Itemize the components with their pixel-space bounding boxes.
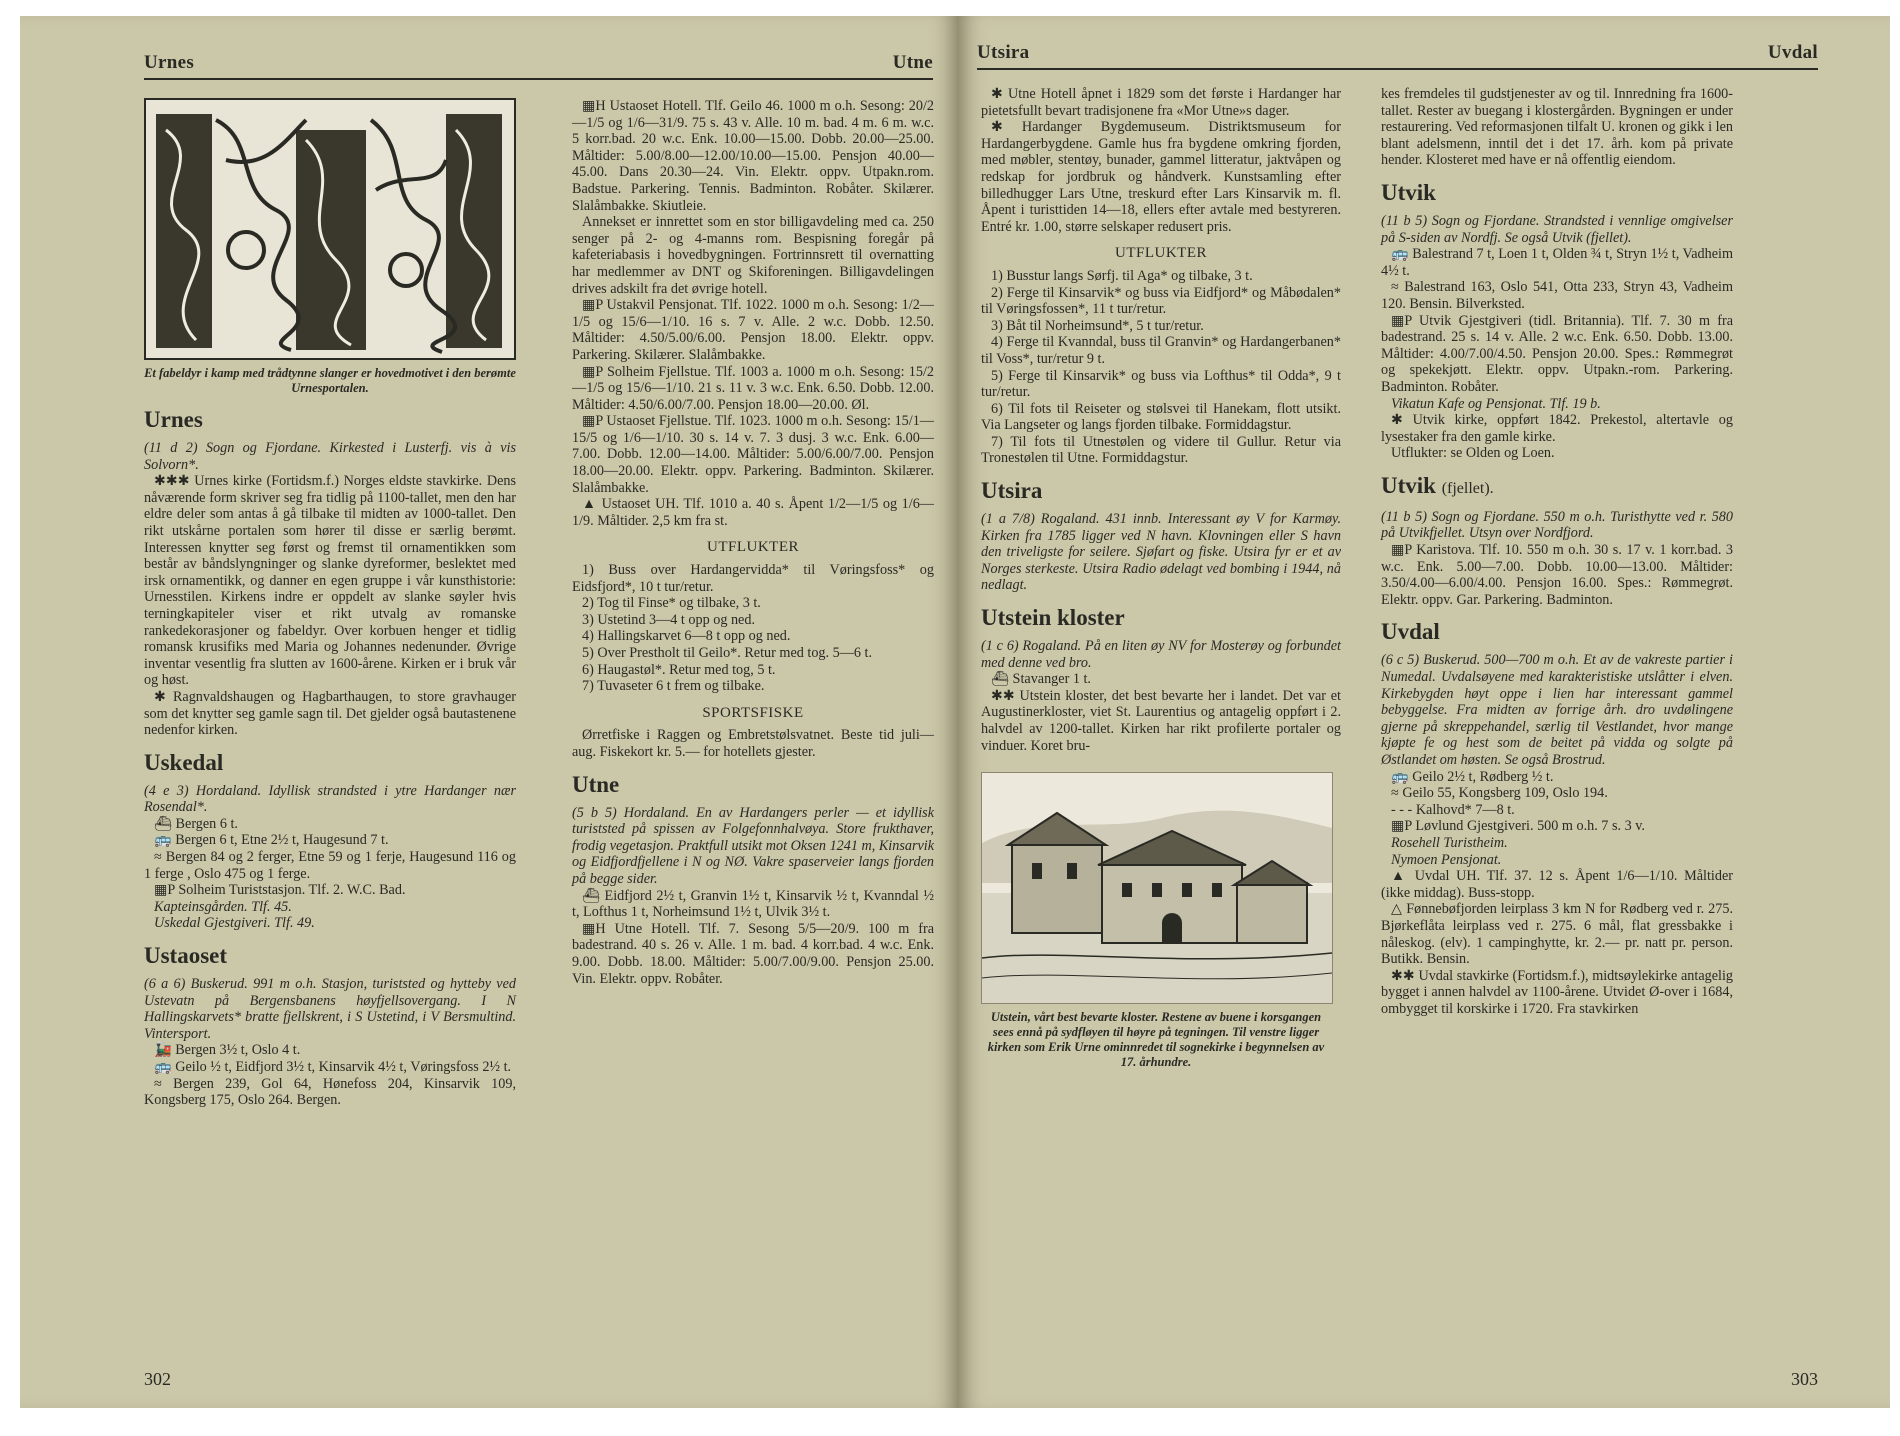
paragraph: Uskedal Gjestgiveri. Tlf. 49.: [154, 915, 315, 932]
entry-intro: (6 c 5) Buskerud. 500—700 m o.h. Et av de vakreste partier i Numedal. Uvdalsøyene med karakteristiske utslåtter i elven. Kirkebygden høyt oppe i lien har interessant gammel bebyggelse. Fra midten av forrige årh. dro uvdølingene gjerne på skreppehandel, særlig til Vestlandet, hvor mange kjøpte fe og hest som de beitet på vidda og solgte på Østlandet om høsten. Se også Brostrud.: [1381, 652, 1733, 768]
paragraph: 7) Til fots til Utnestølen og videre til Gullur. Retur via Tronestølen til Utne. Formiddagstur.: [981, 433, 1341, 467]
paragraph: 🚂 Bergen 3½ t, Oslo 4 t.: [154, 1042, 301, 1059]
paragraph: 7) Tuvaseter 6 t frem og tilbake.: [582, 678, 765, 695]
entry-intro: (1 a 7/8) Rogaland. 431 innb. Interessant øy V for Karmøy. Kirken fra 1785 ligger ved N havn. Klovningen eller S havn den triveligste for seilere. Sjøfart og fiske. Utsira fyr er et av Norges sterkeste. Utsira Radio ødelagt ved bombing i 1944, nå nedlagt.: [981, 511, 1341, 594]
paragraph: 5) Ferge til Kinsarvik* og buss via Lofthus* til Odda*, 9 t tur/retur.: [981, 367, 1341, 401]
paragraph: ⛴ Eidfjord 2½ t, Granvin 1½ t, Kinsarvik ½ t, Kvanndal ½ t, Lofthus 1 t, Norheimsund 1½ t, Ulvik 3½ t.: [572, 887, 934, 921]
page-number: 303: [1791, 1369, 1818, 1389]
paragraph: ▦P Solheim Fjellstue. Tlf. 1003 a. 1000 m o.h. Sesong: 15/2—1/5 og 15/6—1/10. 21 s. 11 v. 3 w.c. Enk. 6.50. Dobb. 12.00. Måltider: 4.50/6.00/7.00. Pensjon 18.00—20.00. Øl.: [572, 363, 934, 413]
entry-intro: (4 e 3) Hordaland. Idyllisk strandsted i ytre Hardanger nær Rosendal*.: [144, 782, 516, 816]
paragraph: ⛴ Bergen 6 t.: [154, 815, 238, 832]
left-page: [20, 16, 957, 1408]
entry-heading: Uskedal: [144, 749, 224, 775]
paragraph: 3) Båt til Norheimsund*, 5 t tur/retur.: [991, 317, 1204, 334]
figure-caption: Et fabeldyr i kamp med trådtynne slanger er hovedmotivet i den berømte Urnesportalen.: [144, 366, 516, 395]
running-head-right: Uvdal: [1767, 42, 1818, 63]
paragraph: ✱ Utne Hotell åpnet i 1829 som det første i Hardanger har pietetsfullt bevart tradisjonene fra «Mor Utne»s dager.: [981, 86, 1341, 119]
paragraph: ≈ Bergen 239, Gol 64, Hønefoss 204, Kinsarvik 109, Kongsberg 175, Oslo 264. Bergen.: [144, 1075, 516, 1109]
paragraph: Vikatun Kafe og Pensjonat. Tlf. 19 b.: [1391, 395, 1601, 412]
paragraph: ▲ Uvdal UH. Tlf. 37. 12 s. Åpent 1/6—1/10. Måltider (ikke middag). Buss-stopp.: [1381, 868, 1733, 901]
paragraph: 🚌 Balestrand 7 t, Loen 1 t, Olden ¾ t, Stryn 1½ t, Vadheim 4½ t.: [1381, 246, 1733, 279]
column-text: [144, 406, 516, 1109]
paragraph: △ Fønnebøfjorden leirplass 3 km N for Rødberg ved r. 275. Bjørkeflåta leirplass ved r. 275. 6 mål, flat gressbakke i nåleskog. (elv). 1 campinghytte, kr. 2.— pr. natt pr. person. Butikk. Bensin.: [1381, 901, 1733, 968]
paragraph: 🚌 Geilo ½ t, Eidfjord 3½ t, Kinsarvik 4½ t, Vøringsfoss 2½ t.: [154, 1059, 512, 1075]
paragraph: ≈ Balestrand 163, Oslo 541, Otta 233, Stryn 43, Vadheim 120. Bensin. Bilverksted.: [1381, 279, 1733, 312]
paragraph: ≈ Bergen 84 og 2 ferger, Etne 59 og 1 ferje, Haugesund 116 og 1 ferge , Oslo 475 og 1 ferge.: [144, 849, 516, 882]
header-rule: [977, 68, 1818, 70]
paragraph: 4) Hallingskarvet 6—8 t opp og ned.: [582, 628, 791, 645]
paragraph: ▦P Løvlund Gjestgiveri. 500 m o.h. 7 s. 3 v.: [1391, 818, 1645, 835]
entry-heading: Utne: [572, 771, 620, 797]
section-heading: UTFLUKTER: [707, 539, 799, 556]
header-rule: [144, 78, 933, 80]
entry-intro: (11 b 5) Sogn og Fjordane. Strandsted i vennlige omgivelser på S-siden av Nordfj. Se også Utvik (fjellet).: [1381, 212, 1733, 246]
entry-intro: (5 b 5) Hordaland. En av Hardangers perler — et idyllisk turiststed på spissen av Folgefonnhalvøya. Store frukthaver, frodig vegetasjon. Praktfull utsikt mot Oksen 1241 m, Kinsarvik og Eidfjordfjellene i N og NØ. Vakre spaserveier langs fjorden på begge sider.: [572, 804, 935, 887]
paragraph: Rosehell Turistheim.: [1391, 834, 1508, 851]
entry-heading: Ustaoset: [144, 943, 228, 969]
right-page: [957, 16, 1890, 1408]
entry-heading: [1381, 472, 1733, 503]
urnes-portal-illustration: [144, 98, 516, 360]
paragraph: ✱ Ragnvaldshaugen og Hagbarthaugen, to store gravhauger som det knytter seg gamle sagn til. Det gjelder også bautastenene nedenfor kirken.: [144, 688, 516, 739]
right-col-2: [1381, 86, 1733, 1018]
running-head-left: Urnes: [144, 52, 195, 73]
paragraph: ▦P Utvik Gjestgiveri (tidl. Britannia). Tlf. 7. 30 m fra badestrand. 25 s. 14 v. Alle. 2 w.c. Enk. 6.50. Dobb. 13.00. Måltider: 4.00/7.00/4.50. Pensjon 20.00. Spes.: Rømmegrøt og spekekjøtt. Elektr. oppv. Utpakn.-rom. Parkering. Badminton. Robåter.: [1381, 312, 1733, 395]
utstein-kloster-drawing: [981, 772, 1333, 1004]
paragraph: Kapteinsgården. Tlf. 45.: [154, 898, 292, 915]
paragraph: Utflukter: se Olden og Loen.: [1391, 445, 1555, 462]
paragraph: ▦P Ustaoset Fjellstue. Tlf. 1023. 1000 m o.h. Sesong: 15/1—15/5 og 1/6—1/10. 30 s. 14 v. 7. 3 dusj. 3 w.c. Enk. 6.00—7.00. Dobb. 12.00—14.00. Måltider: 5.00/6.00/7.00. Pensjon 18.00—20.00. Elektr. oppv. Parkering. Badminton. Skilærer. Slalåmbakke.: [572, 413, 934, 496]
paragraph: 2) Ferge til Kinsarvik* og buss via Eidfjord* og Måbødalen* til Vøringsfossen*, 11 t tur/retur.: [981, 284, 1341, 318]
paragraph: 🚌 Bergen 6 t, Etne 2½ t, Haugesund 7 t.: [154, 832, 389, 849]
paragraph: ▦P Ustakvil Pensjonat. Tlf. 1022. 1000 m o.h. Sesong: 1/2—1/5 og 15/6—1/10. 16 s. 7 v. Alle. 2 w.c. Dobb. 12.50. Måltider: 4.50/5.00/6.00. Pensjon 18.00. Elektr. oppv. Parkering. Skilærer. Slalåmbakke.: [572, 297, 934, 363]
paragraph: ✱✱✱ Urnes kirke (Fortidsm.f.) Norges eldste stavkirke. Dens nåværende form skriver seg fra tidlig på 1100-tallet, men den har eldre deler som antas å gå tilbake til midten av 1000-tallet. Den rikt utskårne portalen som hører til disse er særlig berømt. Interessen knytter seg først og fremst til ornamentikken som består av båndslyngninger og slanke dyreformer, beslektet med irsk ornamentikk, og danner en egen gruppe i vår kunsthistorie: Urnesstilen. Kirkens indre er oppdelt av slanke søyler hvis terningkapiteler viser et rikt utvalg av romanske rankedekorasjoner og fabeldyr. Over korbuen henger et tidlig romansk krusifiks med Maria og Johannes nedenunder. Øvrige inventar vesentlig fra slutten av 1600-årene. Kirken er i bruk vår og høst.: [144, 473, 516, 689]
paragraph: Ørretfiske i Raggen og Embretstølsvatnet. Beste tid juli—aug. Fiskekort kr. 5.— for hotellets gjester.: [572, 727, 934, 760]
paragraph: ⛴ Stavanger 1 t.: [991, 671, 1091, 688]
left-col-1: [144, 98, 516, 1109]
heading-text: Utvik: [1381, 472, 1436, 498]
paragraph: ✱✱ Utstein kloster, det best bevarte her i landet. Det var et Augustinerkloster, viet St. Laurentius og antagelig oppført i 2. halvdel av 1200-tallet. Kirken har rikt profilerte portaler og vinduer. Koret bru-: [981, 687, 1341, 754]
running-head-right: Utne: [892, 52, 933, 73]
entry-intro: (6 a 6) Buskerud. 991 m o.h. Stasjon, turiststed og hytteby ved Ustevatn på Bergensbanens høyfjellsovergang. I N Hallingskarvets* bratte fjellskrent, i S Ustetind, i V Bersmultind. Vintersport.: [144, 976, 516, 1042]
paragraph: ▦P Karistova. Tlf. 10. 550 m o.h. 30 s. 17 v. 1 korr.bad. 3 w.c. Enk. 5.00—7.00. Dobb. 10.00—13.00. Måltider: 3.50/4.00—6.00/4.00. Pensjon 16.00. Spes.: Rømmegrøt. Elektr. oppv. Gar. Parkering. Badminton.: [1381, 542, 1733, 608]
entry-heading: Utvik: [1381, 179, 1436, 205]
entry-heading: Utstein kloster: [981, 605, 1125, 631]
paragraph: 2) Tog til Finse* og tilbake, 3 t.: [582, 595, 761, 612]
section-heading: UTFLUKTER: [1115, 245, 1207, 262]
paragraph: ▦H Utne Hotell. Tlf. 7. Sesong 5/5—20/9. 100 m fra badestrand. 40 s. 26 v. Alle. 1 m. bad. 4 korr.bad. 4 w.c. Enk. 9.00. Dobb. 18.00. Måltider: 5.00/7.00/9.00. Pensjon 25.00. Vin. Elektr. oppv. Robåter.: [572, 920, 934, 987]
paragraph: ✱ Hardanger Bygdemuseum. Distriktsmuseum for Hardangerbygdene. Gamle hus fra bygdene omkring fjorden, med møbler, stentøy, bunader, gammel litteratur, jaktvåpen og redskap for jordbruk og håndverk. Kunstsamling efter billedhugger Lars Utne, treskurd efter Lars Kinsarvik m. fl. Åpent i turisttiden 14—18, ellers efter avtale med bestyreren. Entré kr. 1.00, større selskaper redusert pris.: [981, 119, 1341, 235]
section-heading: SPORTSFISKE: [702, 704, 804, 721]
paragraph: kes fremdeles til gudstjenester av og til. Innredning fra 1600-tallet. Rester av buegang i klostergården. Bygningen er under restaurering. Ved reformasjonen tilfalt U. kronen og gikk i len blant adelsmenn, inntil det i det 17. årh. kom på private hender. Klosteret med have er nå offentlig eiendom.: [1381, 86, 1733, 169]
figure-caption: Utstein, vårt best bevarte kloster. Restene av buene i korsgangen sees ennå på sydfløyen til høyre på tegningen. Til venstre ligger kirken som Erik Urne ominnredet til sognekirke i begynnelsen av 17. århundre.: [987, 1010, 1325, 1070]
paragraph: 1) Buss over Hardangervidda* til Vøringsfoss* og Eidsfjord*, 10 t tur/retur.: [572, 562, 934, 595]
paragraph: ▦P Solheim Turiststasjon. Tlf. 2. W.C. Bad.: [154, 882, 406, 899]
paragraph: 5) Over Prestholt til Geilo*. Retur med tog. 5—6 t.: [582, 645, 873, 661]
heading-suffix: (fjellet).: [1441, 479, 1494, 497]
entry-heading: Uvdal: [1381, 619, 1440, 645]
paragraph: Nymoen Pensjonat.: [1391, 851, 1502, 868]
carving-drawing: [146, 100, 514, 358]
paragraph: 3) Ustetind 3—4 t opp og ned.: [582, 611, 755, 628]
page-number: 302: [144, 1369, 171, 1389]
entry-heading: Utsira: [981, 478, 1043, 504]
paragraph: ✱ Utvik kirke, oppført 1842. Prekestol, altertavle og lysestaker fra den gamle kirke.: [1381, 412, 1733, 445]
entry-heading: Urnes: [144, 407, 203, 432]
paragraph: ▦H Ustaoset Hotell. Tlf. Geilo 46. 1000 m o.h. Sesong: 20/2—1/5 og 1/6—31/9. 75 s. 43 v. Alle. 10 m. bad. 4 m. 6 m. w.c. 5 korr.bad. 20 w.c. Enk. 10.00—15.00. Dobb. 20.00—25.00. Måltider: 5.00/8.00—12.00/10.00—15.00. Pensjon 40.00—45.00. Dans 20.30—24. Vin. Elektr. oppv. Utpakn.rom. Badstue. Parkering. Tennis. Badminton. Robåter. Skilærer. Slalåmbakke. Skiutleie.: [572, 98, 934, 214]
entry-intro: (1 c 6) Rogaland. På en liten øy NV for Mosterøy og forbundet med denne ved bro.: [981, 638, 1341, 671]
entry-intro: (11 b 5) Sogn og Fjordane. 550 m o.h. Turisthytte ved r. 580 på Utvikfjellet. Utsyn over Nordfjord.: [1381, 508, 1733, 542]
left-col-2: [572, 98, 934, 987]
running-head-left: Utsira: [977, 42, 1030, 63]
monastery-sketch: [982, 773, 1332, 1003]
paragraph: 4) Ferge til Kvanndal, buss til Granvin* og Hardangerbanen* til Voss*, tur/retur 9 t.: [981, 334, 1341, 367]
paragraph: ≈ Geilo 55, Kongsberg 109, Oslo 194.: [1391, 785, 1608, 802]
paragraph: ✱✱ Uvdal stavkirke (Fortidsm.f.), midtsøylekirke antagelig bygget i annen halvdel av 1100-årene. Utvidet Ø-over i 1684, ombygget til korskirke i 1720. Fra stavkirken: [1381, 967, 1733, 1017]
entry-intro: (11 d 2) Sogn og Fjordane. Kirkested i Lusterfj. vis à vis Solvorn*.: [144, 440, 516, 473]
paragraph: 6) Haugastøl*. Retur med tog, 5 t.: [582, 661, 776, 678]
paragraph: 6) Til fots til Reiseter og stølsvei til Hanekam, flott utsikt. Via Langseter og langs fjorden tilbake. Formiddagstur.: [981, 400, 1341, 434]
paragraph: 1) Busstur langs Sørfj. til Aga* og tilbake, 3 t.: [991, 267, 1253, 284]
paragraph: Annekset er innrettet som en stor billigavdeling med ca. 250 senger på 2- og 4-manns rom. Bespisning foregår på kafeteriabasis i hovedbygningen. Fortrinnsrett til overnatting har medlemmer av DNT og Skiforeningen. Billigavdelingen drives adskilt fra det øvrige hotell.: [572, 214, 934, 297]
right-col-1: [981, 86, 1341, 1070]
paragraph: 🚌 Geilo 2½ t, Rødberg ½ t.: [1391, 768, 1554, 785]
paragraph: ▲ Ustaoset UH. Tlf. 1010 a. 40 s. Åpent 1/2—1/5 og 1/6—1/9. Måltider. 2,5 km fra st.: [572, 496, 934, 529]
paragraph: - - - Kalhovd* 7—8 t.: [1391, 801, 1515, 818]
